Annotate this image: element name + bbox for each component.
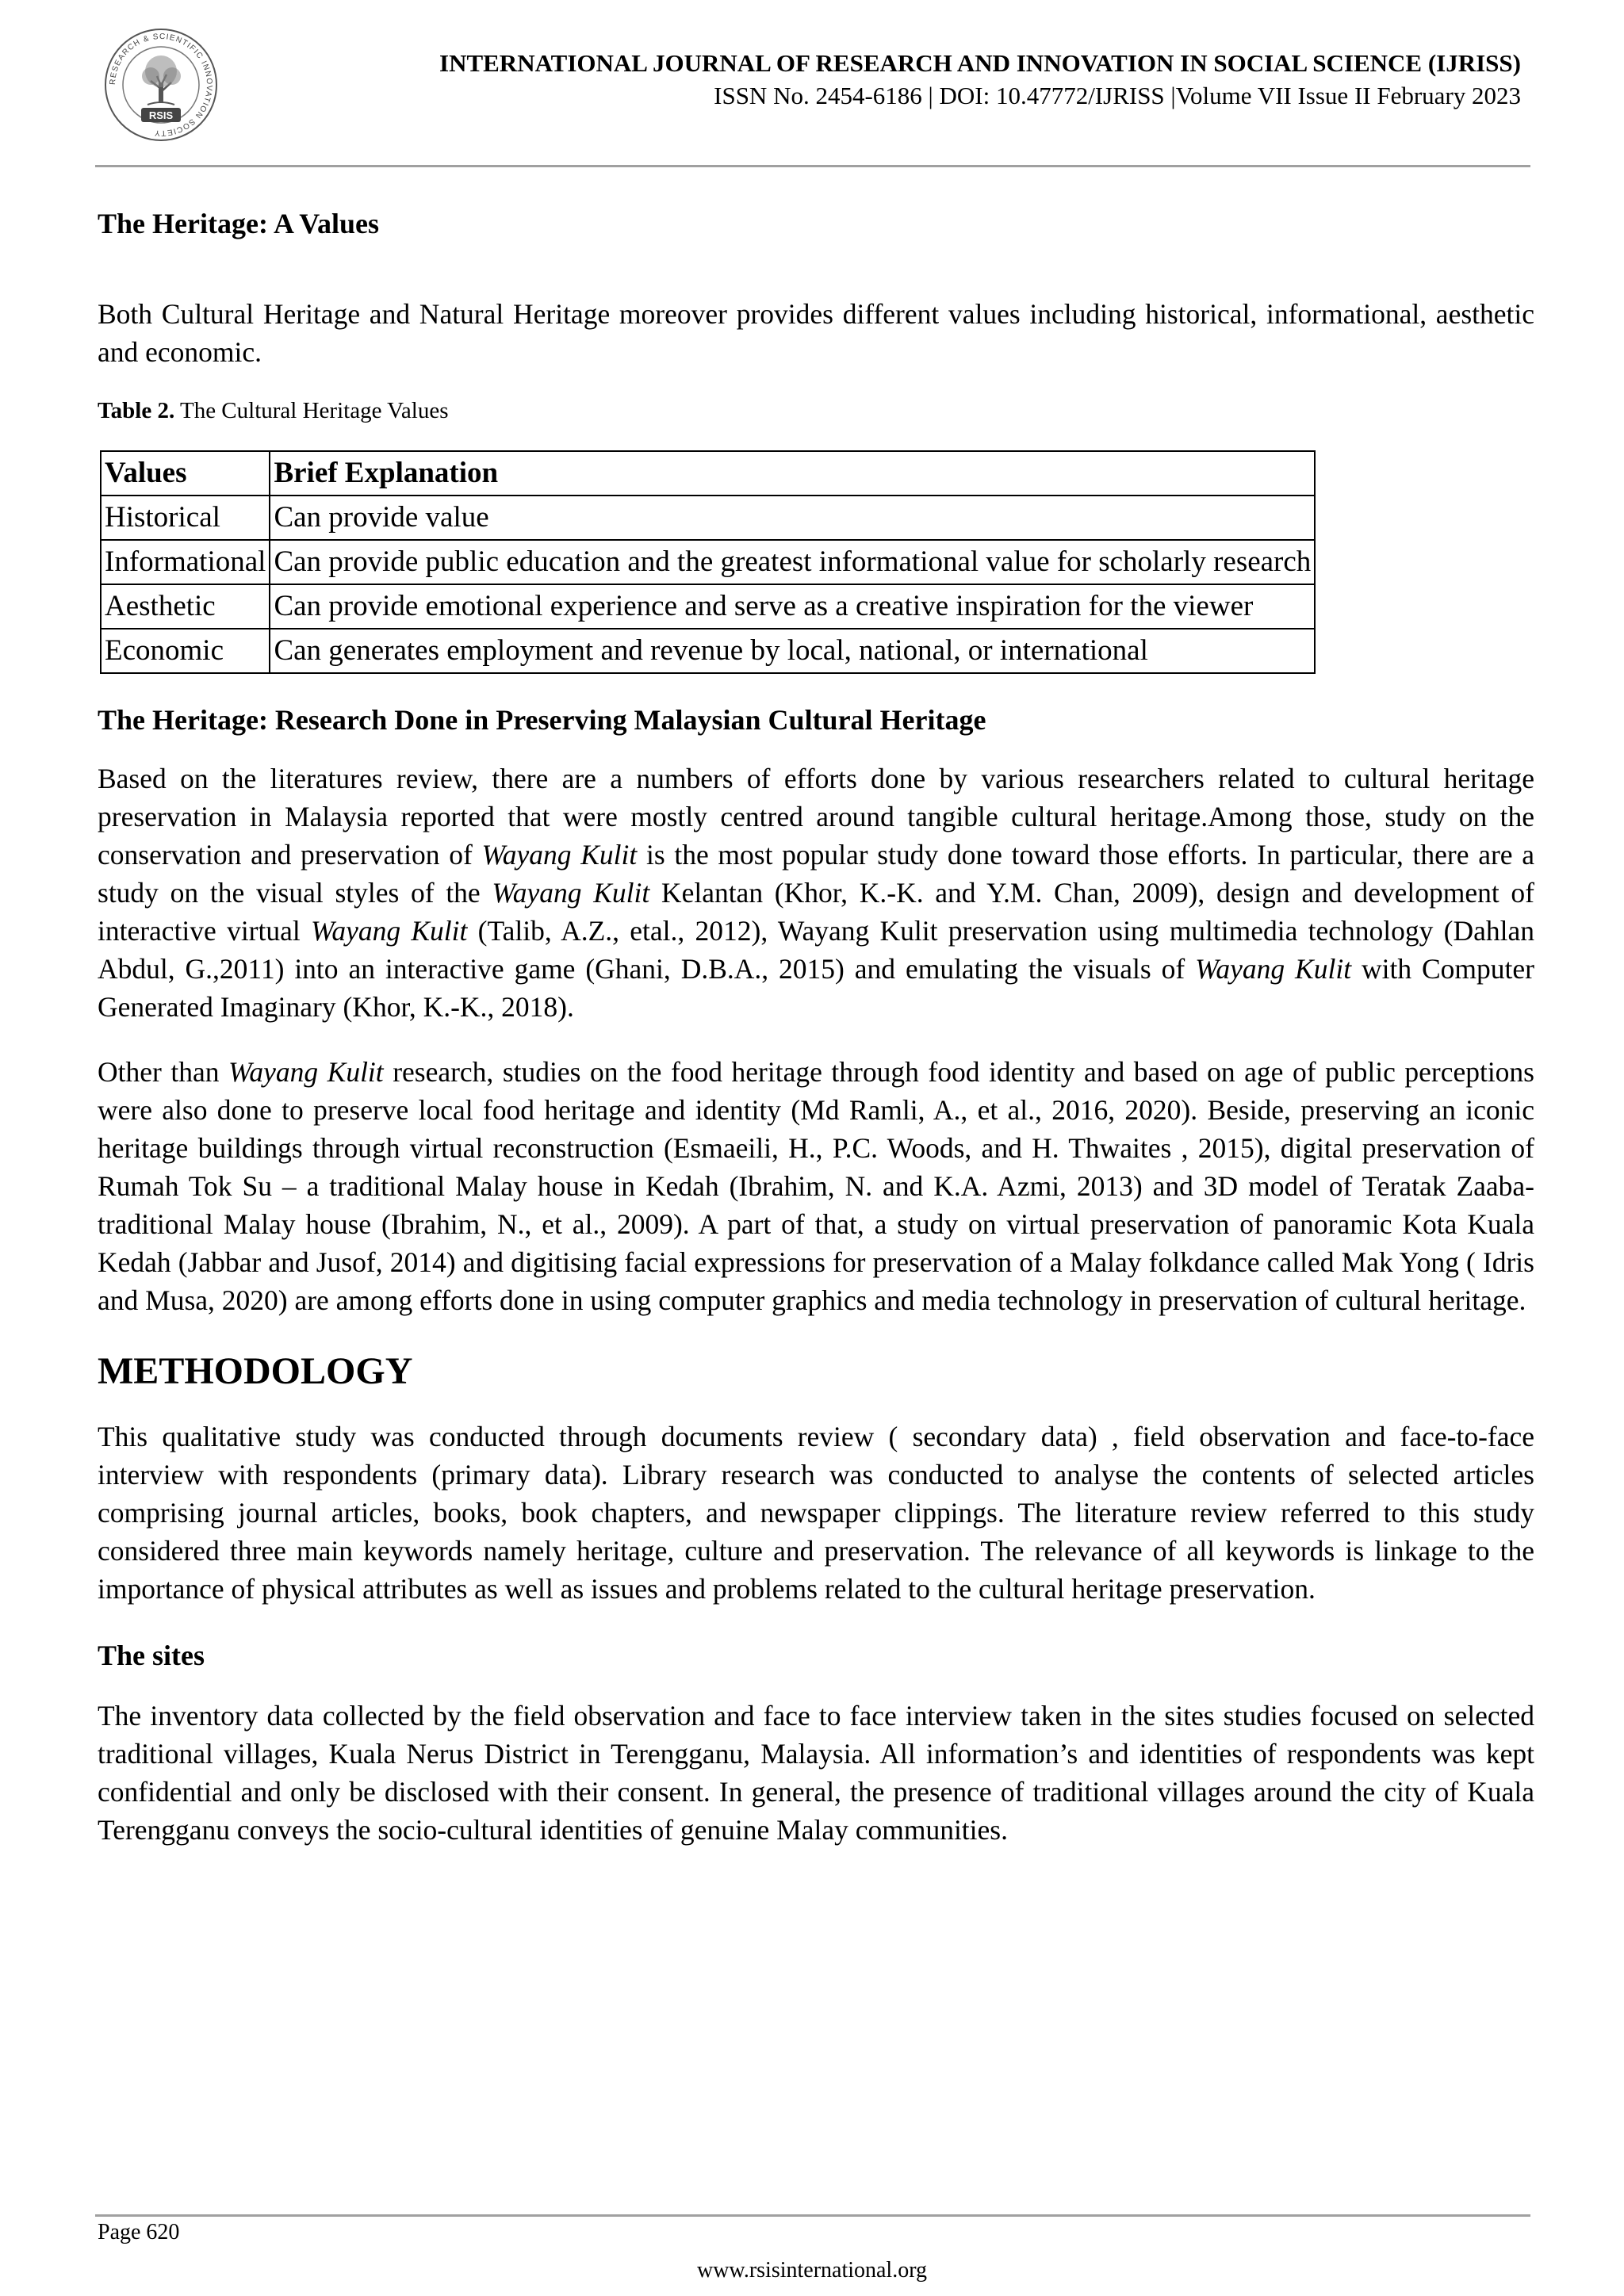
heading-methodology: METHODOLOGY	[98, 1350, 413, 1392]
journal-title: INTERNATIONAL JOURNAL OF RESEARCH AND INNOVATION IN SOCIAL SCIENCE (IJRISS)	[439, 49, 1521, 77]
paragraph-heritage-values: Both Cultural Heritage and Natural Heritage moreover provides different values including historical, informational, aesthetic and economic.	[98, 298, 1534, 368]
table-cell: Can provide emotional experience and serve as a creative inspiration for the viewer	[270, 584, 1315, 629]
table-cell: Aesthetic	[101, 584, 270, 629]
logo-badge-text: RSIS	[148, 109, 174, 121]
logo-ring-text: RESEARCH & SCIENTIFIC INNOVATION SOCIETY	[108, 32, 214, 138]
table-caption-label: Table 2.	[98, 398, 175, 423]
table-cell: Historical	[101, 496, 270, 540]
heading-research-done: The Heritage: Research Done in Preserving Malaysian Cultural Heritage	[98, 704, 986, 736]
table-cell: Can provide public education and the greatest informational value for scholarly research	[270, 540, 1315, 584]
footer-divider	[95, 2214, 1530, 2217]
paragraph-methodology: This qualitative study was conducted through documents review ( secondary data) , field observation and face-to-face interview with respondents (primary data). Library research was conducted to analyse the contents of selected articles comprising journal articles, books, book chapters, and newspaper clippings. The literature review referred to this study considered three main keywords namely heritage, culture and preservation. The relevance of all keywords is linkage to the importance of physical attributes as well as issues and problems related to the cultural heritage preservation.	[98, 1421, 1534, 1605]
table-row	[101, 584, 1315, 629]
table-caption-text: The Cultural Heritage Values	[174, 398, 449, 423]
paragraph-research-2: Other than Wayang Kulit research, studies on the food heritage through food identity and based on age of public perceptions were also done to preserve local food heritage and identity (Md Ramli, A., et al., 2016, 2020). Beside, preserving an iconic heritage buildings through virtual reconstruction (Esmaeili, H., P.C. Woods, and H. Thwaites , 2015), digital preservation of Rumah Tok Su – a traditional Malay house in Kedah (Ibrahim, N. and K.A. Azmi, 2013) and 3D model of Teratak Zaaba- traditional Malay house (Ibrahim, N., et al., 2009). A part of that, a study on virtual preservation of panoramic Kota Kuala Kedah (Jabbar and Jusof, 2014) and digitising facial expressions for preservation of a Malay folkdance called Mak Yong ( Idris and Musa, 2020) are among efforts done in using computer graphics and media technology in preservation of cultural heritage.	[98, 1056, 1534, 1316]
footer-url: www.rsisinternational.org	[696, 2258, 928, 2283]
table-header-cell: Values	[101, 451, 270, 496]
table-cell: Can provide value	[270, 496, 1315, 540]
table-cell: Informational	[101, 540, 270, 584]
paragraph-research-1: Based on the literatures review, there are a numbers of efforts done by various researchers related to cultural heritage preservation in Malaysia reported that were mostly centred around tangible cultural heritage.Among those, study on the conservation and preservation of Wayang Kulit is the most popular study done toward those efforts. In particular, there are a study on the visual styles of the Wayang Kulit Kelantan (Khor, K.-K. and Y.M. Chan, 2009), design and development of interactive virtual Wayang Kulit (Talib, A.Z., etal., 2012), Wayang Kulit preservation using multimedia technology (Dahlan Abdul, G.,2011) into an interactive game (Ghani, D.B.A., 2015) and emulating the visuals of Wayang Kulit with Computer Generated Imaginary (Khor, K.-K., 2018).	[98, 763, 1534, 1023]
table-row	[101, 629, 1315, 673]
table-header-cell: Brief Explanation	[270, 451, 1315, 496]
table-header-row	[101, 451, 1315, 496]
page-number: Page 620	[98, 2220, 180, 2244]
table-caption	[98, 395, 1534, 427]
table-cell: Economic	[101, 629, 270, 673]
table-cell: Can generates employment and revenue by local, national, or international	[270, 629, 1315, 673]
heading-sites: The sites	[98, 1640, 205, 1671]
cultural-heritage-values-table	[100, 450, 1316, 674]
heading-heritage-values: The Heritage: A Values	[98, 208, 380, 239]
table-row	[101, 496, 1315, 540]
rsis-tree-seal-icon	[102, 25, 220, 144]
page-content	[98, 205, 1534, 1849]
header-divider	[95, 165, 1530, 167]
rsis-logo	[102, 25, 220, 144]
paragraph-sites: The inventory data collected by the field observation and face to face interview taken in the sites studies focused on selected traditional villages, Kuala Nerus District in Terengganu, Malaysia. All information’s and identities of respondents was kept confidential and only be disclosed with their consent. In general, the presence of traditional villages around the city of Kuala Terengganu conveys the socio-cultural identities of genuine Malay communities.	[98, 1700, 1534, 1846]
journal-meta: ISSN No. 2454-6186 | DOI: 10.47772/IJRISS |Volume VII Issue II February 2023	[714, 82, 1521, 109]
table-row	[101, 540, 1315, 584]
